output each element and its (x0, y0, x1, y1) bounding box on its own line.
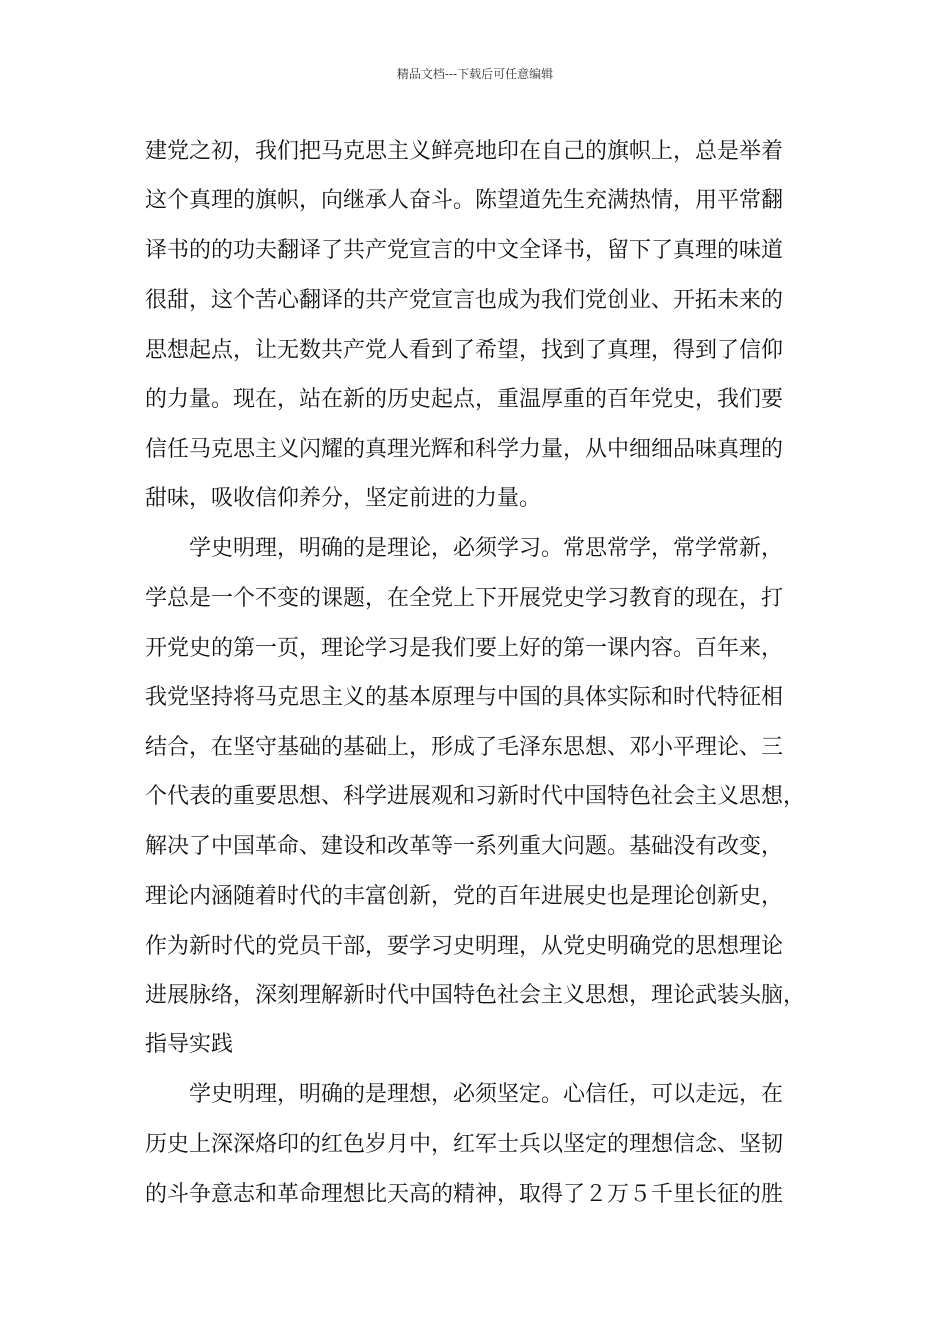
paragraph-1-line-3: 译书的的功夫翻译了共产党宣言的中文全译书，留下了真理的味道 (145, 238, 784, 263)
paragraph-1-line-6: 的力量。现在，站在新的历史起点，重温厚重的百年党史，我们要 (145, 387, 784, 412)
paragraph-1-line-4: 很甜，这个苦心翻译的共产党宣言也成为我们党创业、开拓未来的 (145, 288, 784, 313)
paragraph-2-line-6: 个代表的重要思想、科学进展观和习新时代中国特色社会主义思想， (145, 784, 806, 809)
paragraph-2-line-4: 我党坚持将马克思主义的基本原理与中国的具体实际和时代特征相 (145, 685, 784, 710)
paragraph-2-line-2: 学总是一个不变的课题，在全党上下开展党史学习教育的现在，打 (145, 586, 784, 611)
paragraph-2-line-1: 学史明理，明确的是理论，必须学习。常思常学，常学常新， (189, 536, 784, 561)
paragraph-1-line-2: 这个真理的旗帜，向继承人奋斗。陈望道先生充满热情，用平常翻 (145, 188, 784, 213)
paragraph-2-line-8: 理论内涵随着时代的丰富创新，党的百年进展史也是理论创新史， (145, 884, 784, 909)
paragraph-2-line-10: 进展脉络，深刻理解新时代中国特色社会主义思想，理论武装头脑， (145, 983, 806, 1008)
page-header: 精品文档---下载后可任意编辑 (396, 67, 554, 81)
paragraph-2-line-9: 作为新时代的党员干部，要学习史明理，从党史明确党的思想理论 (145, 934, 784, 959)
paragraph-3-line-3: 的斗争意志和革命理想比天高的精神，取得了２万５千里长征的胜 (145, 1182, 784, 1207)
paragraph-2-line-11: 指导实践 (145, 1032, 234, 1057)
paragraph-2-line-3: 开党史的第一页，理论学习是我们要上好的第一课内容。百年来， (145, 636, 784, 661)
paragraph-2-line-7: 解决了中国革命、建设和改革等一系列重大问题。基础没有改变， (145, 834, 784, 859)
paragraph-1-line-1: 建党之初，我们把马克思主义鲜亮地印在自己的旗帜上，总是举着 (145, 139, 784, 164)
paragraph-1-line-7: 信任马克思主义闪耀的真理光辉和科学力量，从中细细品味真理的 (145, 437, 784, 462)
paragraph-3-line-2: 历史上深深烙印的红色岁月中，红军士兵以坚定的理想信念、坚韧 (145, 1132, 784, 1157)
paragraph-1-line-8: 甜味，吸收信仰养分，坚定前进的力量。 (145, 486, 542, 511)
paragraph-2-line-5: 结合，在坚守基础的基础上，形成了毛泽东思想、邓小平理论、三 (145, 735, 784, 760)
paragraph-1-line-5: 思想起点，让无数共产党人看到了希望，找到了真理，得到了信仰 (145, 338, 784, 363)
paragraph-3-line-1: 学史明理，明确的是理想，必须坚定。心信任，可以走远，在 (189, 1082, 784, 1107)
